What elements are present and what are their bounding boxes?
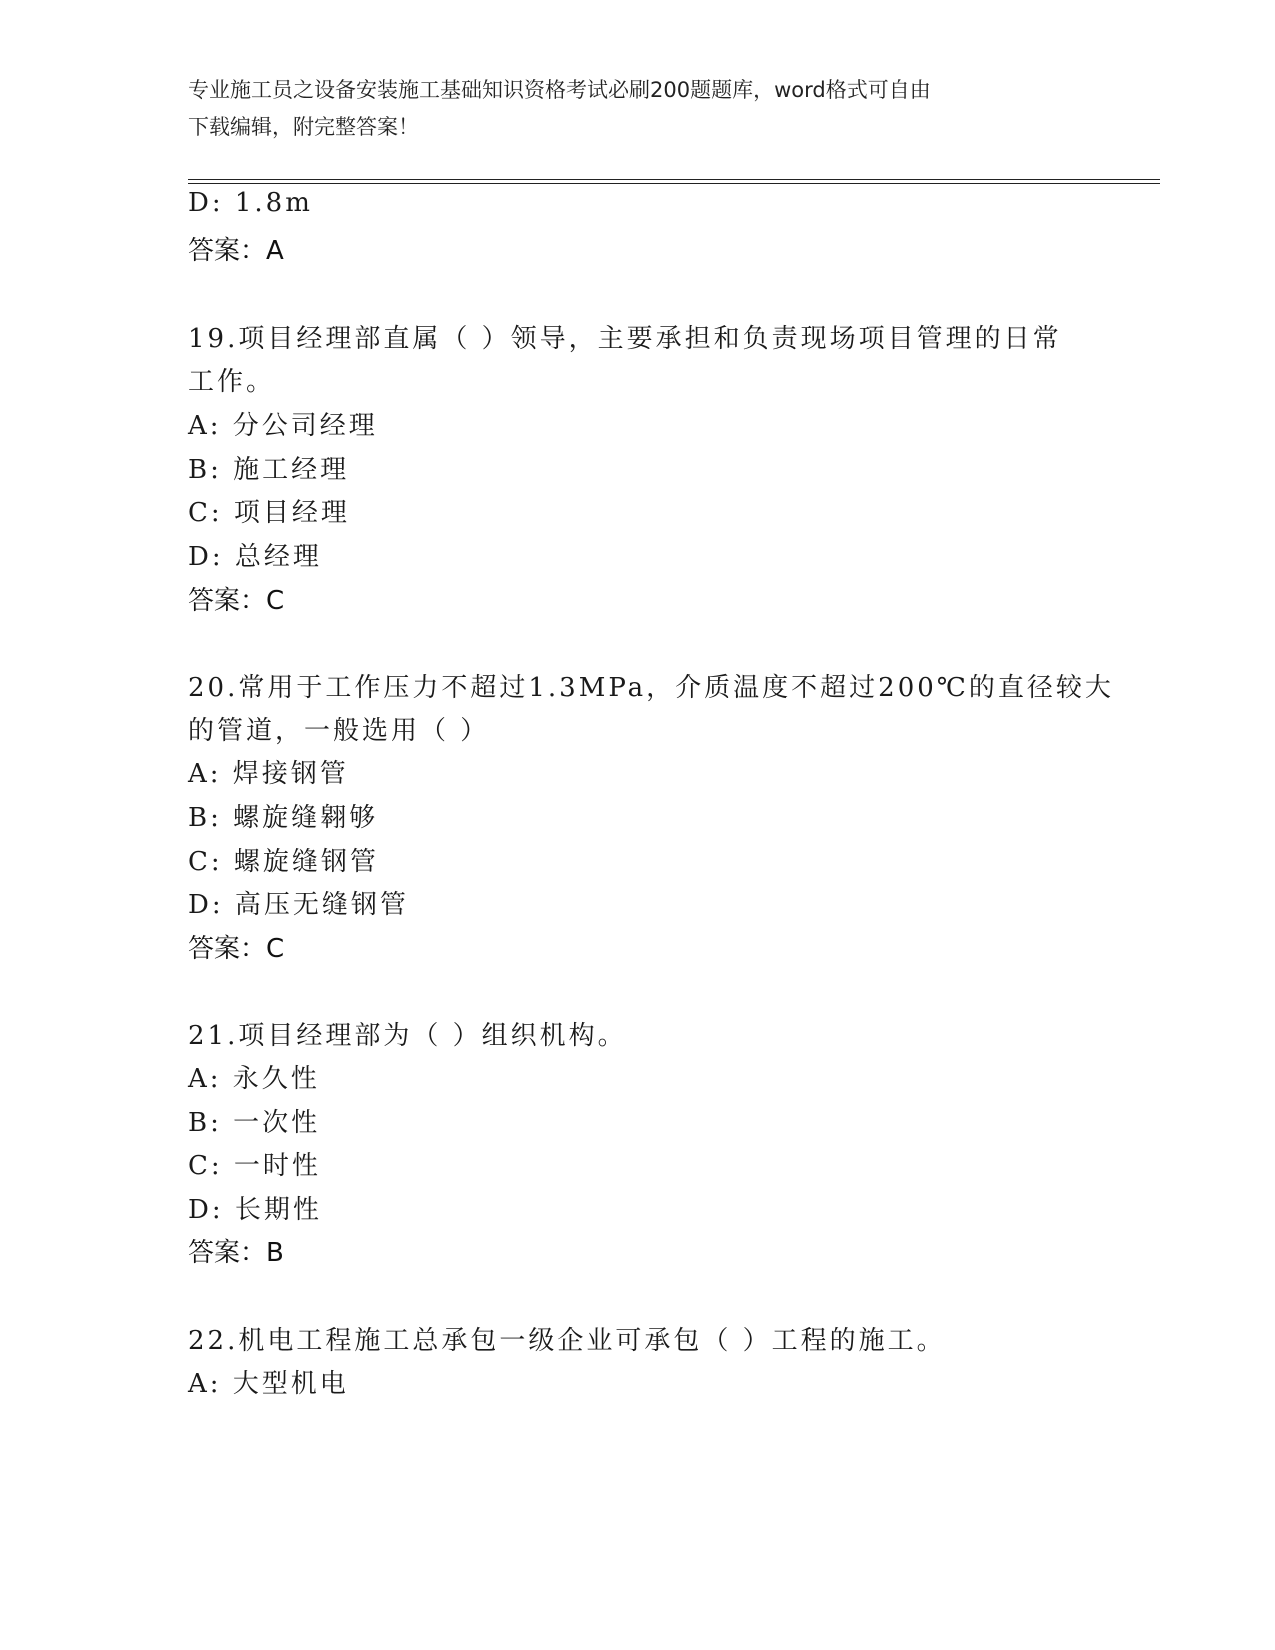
question-20-option-c: C: 螺旋缝钢管 <box>188 847 379 877</box>
question-19-option-d: D: 总经理 <box>188 542 322 572</box>
question-20-answer: 答案：C <box>188 934 285 964</box>
question-19-text: 19.项目经理部直属（ ）领导，主要承担和负责现场项目管理的日常 <box>188 324 1062 354</box>
header-divider <box>188 179 1160 184</box>
document-header: 专业施工员之设备安装施工基础知识资格考试必刷200题题库，word格式可自由 下载编辑，附完整答案！ <box>188 78 931 139</box>
question-21-option-d: D: 长期性 <box>188 1195 322 1225</box>
question-19-answer: 答案：C <box>188 586 285 616</box>
question-21-option-b: B: 一次性 <box>188 1108 321 1138</box>
question-21-option-a: A: 永久性 <box>188 1064 320 1094</box>
option-d: D: 1.8m <box>188 188 313 218</box>
question-20-option-a: A: 焊接钢管 <box>188 759 349 789</box>
question-22-option-a: A: 大型机电 <box>188 1369 349 1399</box>
question-21-text: 21.项目经理部为（ ）组织机构。 <box>188 1021 627 1051</box>
question-20-text: 20.常用于工作压力不超过1.3MPa，介质温度不超过200℃的直径较大 <box>188 673 1114 703</box>
question-19-text-cont: 工作。 <box>188 367 276 397</box>
question-22-text: 22.机电工程施工总承包一级企业可承包（ ）工程的施工。 <box>188 1326 946 1356</box>
question-20-text-cont: 的管道，一般选用（ ） <box>188 716 490 746</box>
question-19-option-b: B: 施工经理 <box>188 455 350 485</box>
answer-label: 答案：A <box>188 236 284 266</box>
question-20-option-d: D: 高压无缝钢管 <box>188 890 409 920</box>
question-21-option-c: C: 一时性 <box>188 1151 321 1181</box>
question-21-answer: 答案：B <box>188 1238 284 1268</box>
question-20-option-b: B: 螺旋缝翱够 <box>188 803 379 833</box>
question-19-option-c: C: 项目经理 <box>188 498 350 528</box>
question-19-option-a: A: 分公司经理 <box>188 411 378 441</box>
